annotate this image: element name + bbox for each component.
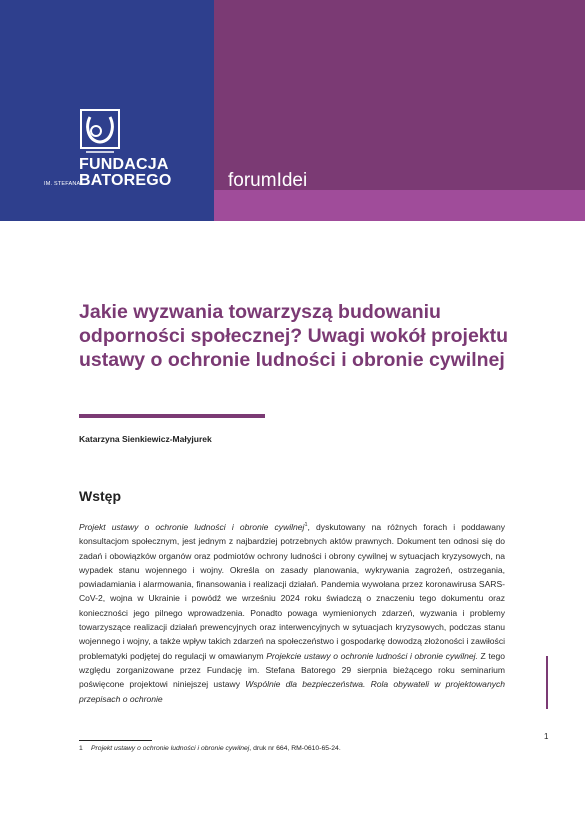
body-italic-2: Projekcie ustawy o ochronie ludności i obronie cywilnej. xyxy=(266,650,478,661)
page-number: 1 xyxy=(544,732,549,741)
body-text-b: Z tego względu zorganizowane przez Fundację im. Stefana Batorego 29 sierpnia bieżącego roku seminarium poświęcone projektowi niniejszej ustawy xyxy=(79,650,505,690)
body-italic-title: Projekt ustawy o ochronie ludności i obronie cywilnej xyxy=(79,522,305,532)
author-name: Katarzyna Sienkiewicz-Małyjurek xyxy=(79,434,212,444)
title-underline xyxy=(79,414,265,418)
section-heading: Wstęp xyxy=(79,488,121,504)
footnote-ref[interactable]: 1 xyxy=(304,522,308,529)
logo-subtext: IM. STEFANA xyxy=(44,181,81,187)
logo-text-line2: BATOREGO xyxy=(79,172,172,189)
body-text-a: , dyskutowany na różnych forach i poddawany konsultacjom społecznym, jest jednym z najbardziej potrzebnych aktów prawnych. Dokument ten odnosi się do zadań i obowiązków organów oraz podmiotów ochrony ludności i obrony cywilnej w sytuacjach kryzysowych, na wypadek stanu wojennego i wojny. Określa on zasady planowania, wykrywania zagrożeń, ostrzegania, powiadamiania i alarmowania, finansowania i realizacji działań. Pandemia wywołana przez koronawirusa SARS-CoV-2, wojna w Ukrainie i powódź we wrześniu 2024 roku świadczą o znaczeniu tego dokumentu oraz konieczności jego pilnego wprowadzenia. Ponadto powaga wymienionych zdarzeń, wyzwania i problemy towarzyszące realizacji działań prewencyjnych oraz interwencyjnych w sytuacjach kryzysowych, podczas stanu wojennego i wojny, a także wpływ takich zdarzeń na społeczeństwo i gospodarkę dowodzą złożoności i zawiłości problematyki podjętej do regulacji w omawianym xyxy=(79,522,505,661)
logo-text-line1: FUNDACJA xyxy=(79,156,169,173)
margin-accent-bar xyxy=(546,656,548,709)
footnote-separator xyxy=(79,740,152,741)
footnote xyxy=(79,744,341,753)
body-paragraph xyxy=(79,520,505,706)
fundacja-logo-icon xyxy=(80,109,120,155)
header-pink-strip xyxy=(214,190,585,221)
header-purple-block xyxy=(214,0,585,190)
footnote-number: 1 xyxy=(79,745,83,752)
document-title: Jakie wyzwania towarzyszą budowaniu odporności społecznej? Uwagi wokół projektu ustawy o ochronie ludności i obronie cywilnej xyxy=(79,301,509,371)
footnote-rest: , druk nr 664, RM-0610-65-24. xyxy=(249,745,341,752)
series-name: forumIdei xyxy=(228,170,308,191)
body-italic-3: Wspólnie dla bezpieczeństwa. Rola obywateli w projektowanych przepisach o ochronie xyxy=(79,679,505,704)
footnote-italic: Projekt ustawy o ochronie ludności i obronie cywilnej xyxy=(91,745,250,752)
